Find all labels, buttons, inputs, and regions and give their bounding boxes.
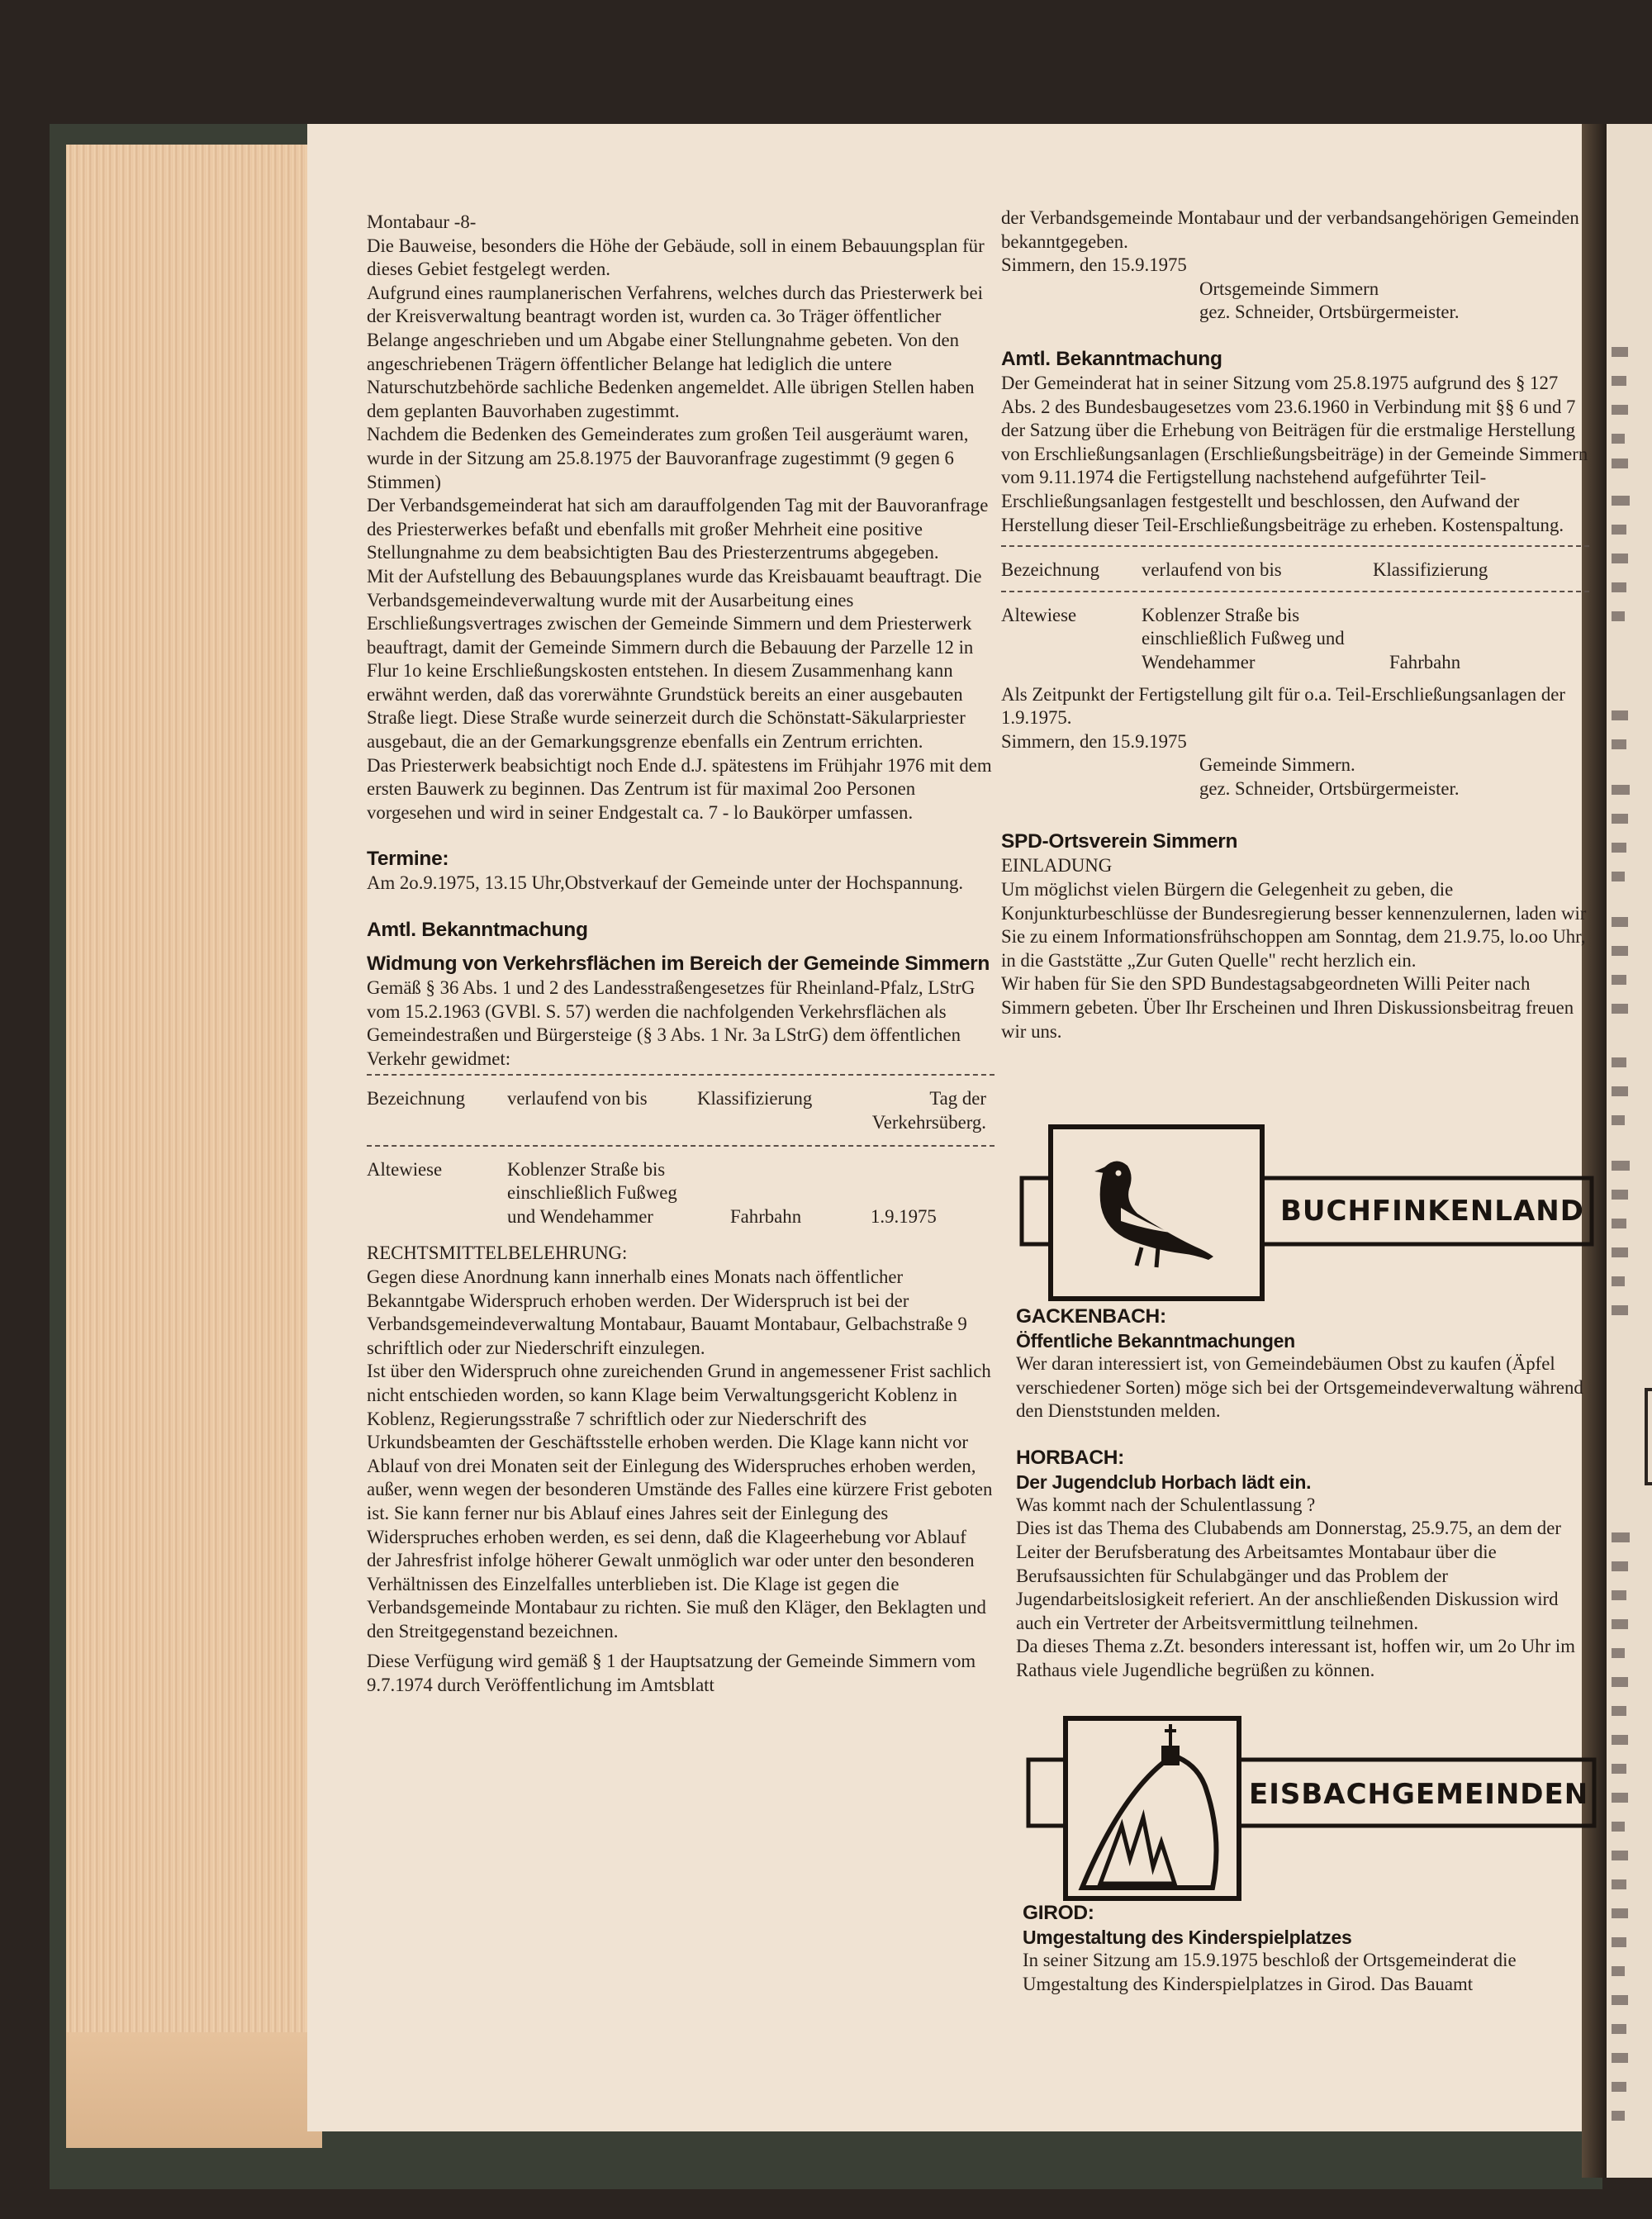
table-cell: Koblenzer Straße bis einschließlich Fußweg und Wendehammer [1142,604,1345,672]
signature-line: gez. Schneider, Ortsbürgermeister. [1199,302,1460,323]
gackenbach-subheading: Öffentliche Bekanntmachungen [1016,1330,1295,1352]
spd-text: Um möglichst vielen Bürgern die Gelegenheit zu geben, die Konjunkturbeschlüsse der Bundesregierung besser kennenzulernen, laden wir Sie zu einem Informationsfrühschoppen am Sonntag, dem 21.9.75, lo.oo Uhr, in die Gaststätte „Zur Guten Quelle" recht herzlich ein. [1001,879,1587,971]
gackenbach-text: Wer daran interessiert ist, von Gemeindebäumen Obst zu kaufen (Äpfel verschiedener Sorten) möge sich bei der Ortsgemeindeverwaltung während den Dienststunden melden. [1016,1353,1583,1422]
termine-text: Am 2o.9.1975, 13.15 Uhr,Obstverkauf der Gemeinde unter der Hochspannung. [367,872,964,894]
table-header: Bezeichnung [1001,559,1100,581]
widmung-text: Gemäß § 36 Abs. 1 und 2 des Landesstraßengesetzes für Rheinland-Pfalz, LStrG vom 15.2.1963 (GVBl. S. 57) werden die nachfolgenden Verkehrsflächen als Gemeindestraßen und Bürgersteige (§ 3 Abs. 1 Nr. 3a LStrG) dem öffentlichen Verkehr gewidmet: [367,977,976,1069]
article-paragraph: Aufgrund eines raumplanerischen Verfahrens, welches durch das Priesterwerk bei der Kreisverwaltung beantragt worden ist, wurden ca. 3o Träger öffentlicher Belange angeschrieben und um Abgabe einer Stellungnahme gebeten. Von den angeschriebenen Trägern öffentlicher Belange hat lediglich die untere Naturschutzbehörde sachliche Bedenken angemeldet. Alle übrigen Stellen haben dem geplanten Bauvorhaben zugestimmt. [367,282,983,421]
zeitpunkt-text: Als Zeitpunkt der Fertigstellung gilt für o.a. Teil-Erschließungsanlagen der 1.9.1975. [1001,683,1565,729]
buchfinkenland-logo [1018,1122,1596,1304]
page-edges-bottom [66,2032,322,2148]
amtl-heading: Amtl. Bekanntmachung [367,919,588,942]
right-column [1001,207,1589,1043]
horbach-heading: HORBACH: [1016,1446,1124,1469]
horbach-text: Da dieses Thema z.Zt. besonders interessant ist, hoffen wir, um 2o Uhr im Rathaus viele Jugendliche begrüßen zu können. [1016,1636,1575,1680]
article-paragraph: Die Bauweise, besonders die Höhe der Gebäude, soll in einem Bebauungsplan für dieses Gebiet festgelegt werden. [367,235,985,280]
article-paragraph: Der Verbandsgemeinderat hat sich am darauffolgenden Tag mit der Bauvoranfrage des Priesterwerkes befaßt und ebenfalls mit großer Mehrheit eine positive Stellungnahme zu dem beabsichtigten Bau des Priesterzentrums abgegeben. [367,495,989,563]
table-cell: Koblenzer Straße bis einschließlich Fußweg und Wendehammer [507,1158,677,1227]
table-row [1001,604,1589,675]
table-row [367,1158,995,1229]
termine-heading: Termine: [367,848,449,871]
article-paragraph: Das Priesterwerk beabsichtigt noch Ende d.J. spätestens im Frühjahr 1976 mit dem ersten Bauwerk zu beginnen. Das Zentrum ist für maximal 2oo Personen vorgesehen und wird in seiner Endgestalt ca. 7 - lo Baukörper umfassen. [367,754,992,823]
continuation-text: der Verbandsgemeinde Montabaur und der verbandsangehörigen Gemeinden bekanntgegeben. [1001,207,1579,252]
divider [1001,545,1589,547]
spd-subheading: EINLADUNG [1001,855,1113,877]
eisbachgemeinden-logo [1024,1714,1602,1904]
table-cell: Fahrbahn [1389,651,1461,672]
rechtsmittel-paragraph: Diese Verfügung wird gemäß § 1 der Hauptsatzung der Gemeinde Simmern vom 9.7.1974 durch Veröffentlichung im Amtsblatt [367,1651,976,1696]
widmung-heading: Widmung von Verkehrsflächen im Bereich der Gemeinde Simmern [367,953,990,976]
table-header-row [367,1087,995,1134]
spd-heading: SPD-Ortsverein Simmern [1001,830,1238,853]
divider [367,1145,995,1147]
article-paragraph: Nachdem die Bedenken des Gemeinderates zum großen Teil ausgeräumt waren, wurde in der Sitzung am 25.8.1975 der Bauvoranfrage zugestimmt (9 gegen 6 Stimmen) [367,424,969,492]
rechtsmittel-heading: RECHTSMITTELBELEHRUNG: [367,1243,628,1264]
place-date: Simmern, den 15.9.1975 [1001,254,1187,276]
rechtsmittel-paragraph: Ist über den Widerspruch ohne zureichenden Grund in angemessener Frist sachlich nicht entschieden worden, so kann Klage beim Verwaltungsgericht Koblenz in Koblenz, Regierungsstraße 7 schriftlich oder zur Niederschrift des Urkundsbeamten der Geschäftsstelle erhoben werden. Die Klage kann nicht vor Ablauf von drei Monaten seit der Einlegung des Widerspruches erhoben werden, außer, wenn wegen der besonderen Umstände des Falles eine kürzere Frist geboten ist. Sie kann ferner nur bis Ablauf eines Jahres seit der Einlegung des Widerspruches erhoben werden, es sei denn, daß die Klageerhebung vor Ablauf der Jahresfrist infolge höherer Gewalt unmöglich war oder unter den besonderen Verhältnissen des Einzelfalles unterblieben ist. Die Klage ist gegen die Verbandsgemeinde Montabaur zu richten. Sie muß den Kläger, den Beklagten und den Streitgegenstand bezeichnen. [367,1361,993,1642]
signature-line: Ortsgemeinde Simmern [1199,278,1379,299]
table-header: Tag der Verkehrsüberg. [871,1088,986,1133]
signature-line: gez. Schneider, Ortsbürgermeister. [1199,777,1460,799]
table-header: verlaufend von bis [507,1088,648,1110]
page-edges [66,145,314,2148]
horbach-text: Dies ist das Thema des Clubabends am Donnerstag, 25.9.75, an dem der Leiter der Berufsberatung des Arbeitsamtes Montabaur über die Berufsaussichten für Schulabgänger und das Problem der Jugendarbeitslosigkeit referiert. An der anschließenden Diskussion wird auch ein Vertreter der Arbeitsvermittlung teilnehmen. [1016,1518,1561,1633]
left-column [367,211,995,1698]
amtl-heading: Amtl. Bekanntmachung [1001,347,1222,370]
table-cell: 1.9.1975 [871,1205,937,1227]
right-column-lower [1016,1304,1594,1683]
spd-text: Wir haben für Sie den SPD Bundestagsabgeordneten Willi Peiter nach Simmern gebeten. Über Ihr Erscheinen und Ihren Diskussionsbeitrag freuen wir uns. [1001,973,1574,1042]
signature-line: Gemeinde Simmern. [1199,754,1355,776]
girod-subheading: Umgestaltung des Kinderspielplatzes [1023,1927,1352,1948]
divider [367,1074,995,1076]
rechtsmittel-paragraph: Gegen diese Anordnung kann innerhalb eines Monats nach öffentlicher Bekanntgabe Widerspruch erhoben werden. Der Widerspruch ist bei der Verbandsgemeindeverwaltung Montabaur, Bauamt Montabaur, Gelbachstraße 9 schriftlich oder zur Niederschrift einzulegen. [367,1266,967,1358]
horbach-question: Was kommt nach der Schulentlassung ? [1016,1494,1316,1515]
amtl-text: Der Gemeinderat hat in seiner Sitzung vom 25.8.1975 aufgrund des § 127 Abs. 2 des Bundesbaugesetzes vom 23.6.1960 in Verbindung mit §§ 6 und 7 der Satzung über die Erhebung von Beiträgen für die erstmalige Herstellung von Erschließungsanlagen (Erschließungsbeiträge) in der Gemeinde Simmern vom 9.11.1974 die Fertigstellung nachstehend aufgeführter Teil-Erschließungsanlagen festgestellt und beschlossen, den Aufwand der Herstellung dieser Teil-Erschließungsbeiträge zu erheben. Kostenspaltung. [1001,372,1588,535]
logo-label: EISBACHGEMEINDEN [1249,1778,1589,1811]
table-cell: Altewiese [1001,604,1077,625]
table-header: Klassifizierung [1373,559,1488,581]
horbach-subheading: Der Jugendclub Horbach lädt ein. [1016,1471,1312,1493]
table-cell: Altewiese [367,1158,443,1180]
table-header: verlaufend von bis [1142,559,1282,581]
gackenbach-heading: GACKENBACH: [1016,1305,1166,1328]
article-paragraph: Mit der Aufstellung des Bebauungsplanes wurde das Kreisbauamt beauftragt. Die Verbandsgemeindeverwaltung wurde mit der Ausarbeitung eines Erschließungsvertrages zwischen der Gemeinde Simmern und dem Priesterwerk beauftragt, damit der Gemeinde Simmern durch die Bebauung der Parzelle 12 in Flur 1o keine Erschließungskosten entstehen. In diesem Zusammenhang kann erwähnt werden, daß das vorerwähnte Grundstück bereits an einer ausgebauten Straße liegt. Diese Straße wurde seinerzeit durch die Schönstatt-Säkularpriester ausgebaut, die an der Gemarkungsgrenze ebenfalls ein Zentrum errichten. [367,565,982,753]
table-header-row [1001,558,1589,582]
right-column-bottom [1023,1900,1593,1996]
page-header: Montabaur -8- [367,211,477,232]
table-header: Bezeichnung [367,1088,466,1110]
divider [1001,591,1589,592]
girod-text: In seiner Sitzung am 15.9.1975 beschloß der Ortsgemeinderat die Umgestaltung des Kinderspielplatzes in Girod. Das Bauamt [1023,1950,1517,1994]
place-date: Simmern, den 15.9.1975 [1001,730,1187,752]
table-header: Klassifizierung [697,1088,813,1110]
next-page-edge [1607,124,1652,2178]
table-cell: Fahrbahn [730,1205,802,1227]
logo-label: BUCHFINKENLAND [1280,1195,1584,1228]
girod-heading: GIROD: [1023,1902,1094,1924]
